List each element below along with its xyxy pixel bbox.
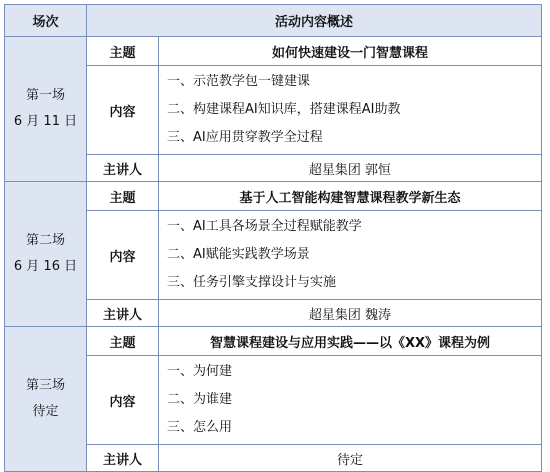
session-1-name: 第一场 xyxy=(25,88,65,103)
list-item: 三、AI应用贯穿教学全过程 xyxy=(167,130,323,145)
list-item: 一、示范教学包一键建课 xyxy=(167,74,311,89)
content-label: 内容 xyxy=(87,211,159,300)
topic-label: 主题 xyxy=(87,182,159,211)
session-2-content xyxy=(159,211,542,300)
schedule-table xyxy=(4,4,542,472)
list-item: 三、怎么用 xyxy=(167,420,233,435)
list-item: 一、AI工具各场景全过程赋能教学 xyxy=(167,219,362,234)
session-2-topic-row xyxy=(5,182,542,211)
content-label: 内容 xyxy=(87,66,159,155)
list-item: 三、任务引擎支撑设计与实施 xyxy=(167,275,337,290)
session-1-topic-row xyxy=(5,37,542,66)
speaker-label: 主讲人 xyxy=(87,300,159,327)
topic-label: 主题 xyxy=(87,37,159,66)
list-item: 一、为何建 xyxy=(167,364,233,379)
content-label: 内容 xyxy=(87,356,159,445)
session-2-topic: 基于人工智能构建智慧课程教学新生态 xyxy=(159,182,542,211)
speaker-label: 主讲人 xyxy=(87,155,159,182)
list-item: 二、AI赋能实践教学场景 xyxy=(167,247,310,262)
session-1-topic: 如何快速建设一门智慧课程 xyxy=(159,37,542,66)
session-1-content xyxy=(159,66,542,155)
session-1-cell xyxy=(5,37,87,182)
session-2-name: 第二场 xyxy=(25,233,65,248)
session-3-speaker: 待定 xyxy=(159,445,542,472)
session-3-topic-row xyxy=(5,327,542,356)
session-3-content xyxy=(159,356,542,445)
speaker-label: 主讲人 xyxy=(87,445,159,472)
session-3-cell xyxy=(5,327,87,472)
list-item: 二、构建课程AI知识库，搭建课程AI助教 xyxy=(167,102,401,117)
topic-label: 主题 xyxy=(87,327,159,356)
session-3-topic: 智慧课程建设与应用实践——以《XX》课程为例 xyxy=(159,327,542,356)
session-3-date: 待定 xyxy=(32,404,59,419)
session-2-speaker: 超星集团 魏涛 xyxy=(159,300,542,327)
header-session: 场次 xyxy=(5,5,87,37)
header-activity: 活动内容概述 xyxy=(87,5,542,37)
session-1-speaker: 超星集团 郭恒 xyxy=(159,155,542,182)
table-header-row xyxy=(5,5,542,37)
session-2-cell xyxy=(5,182,87,327)
session-1-date: 6 月 11 日 xyxy=(13,114,78,129)
session-2-date: 6 月 16 日 xyxy=(13,259,78,274)
list-item: 二、为谁建 xyxy=(167,392,233,407)
session-3-name: 第三场 xyxy=(25,378,65,393)
